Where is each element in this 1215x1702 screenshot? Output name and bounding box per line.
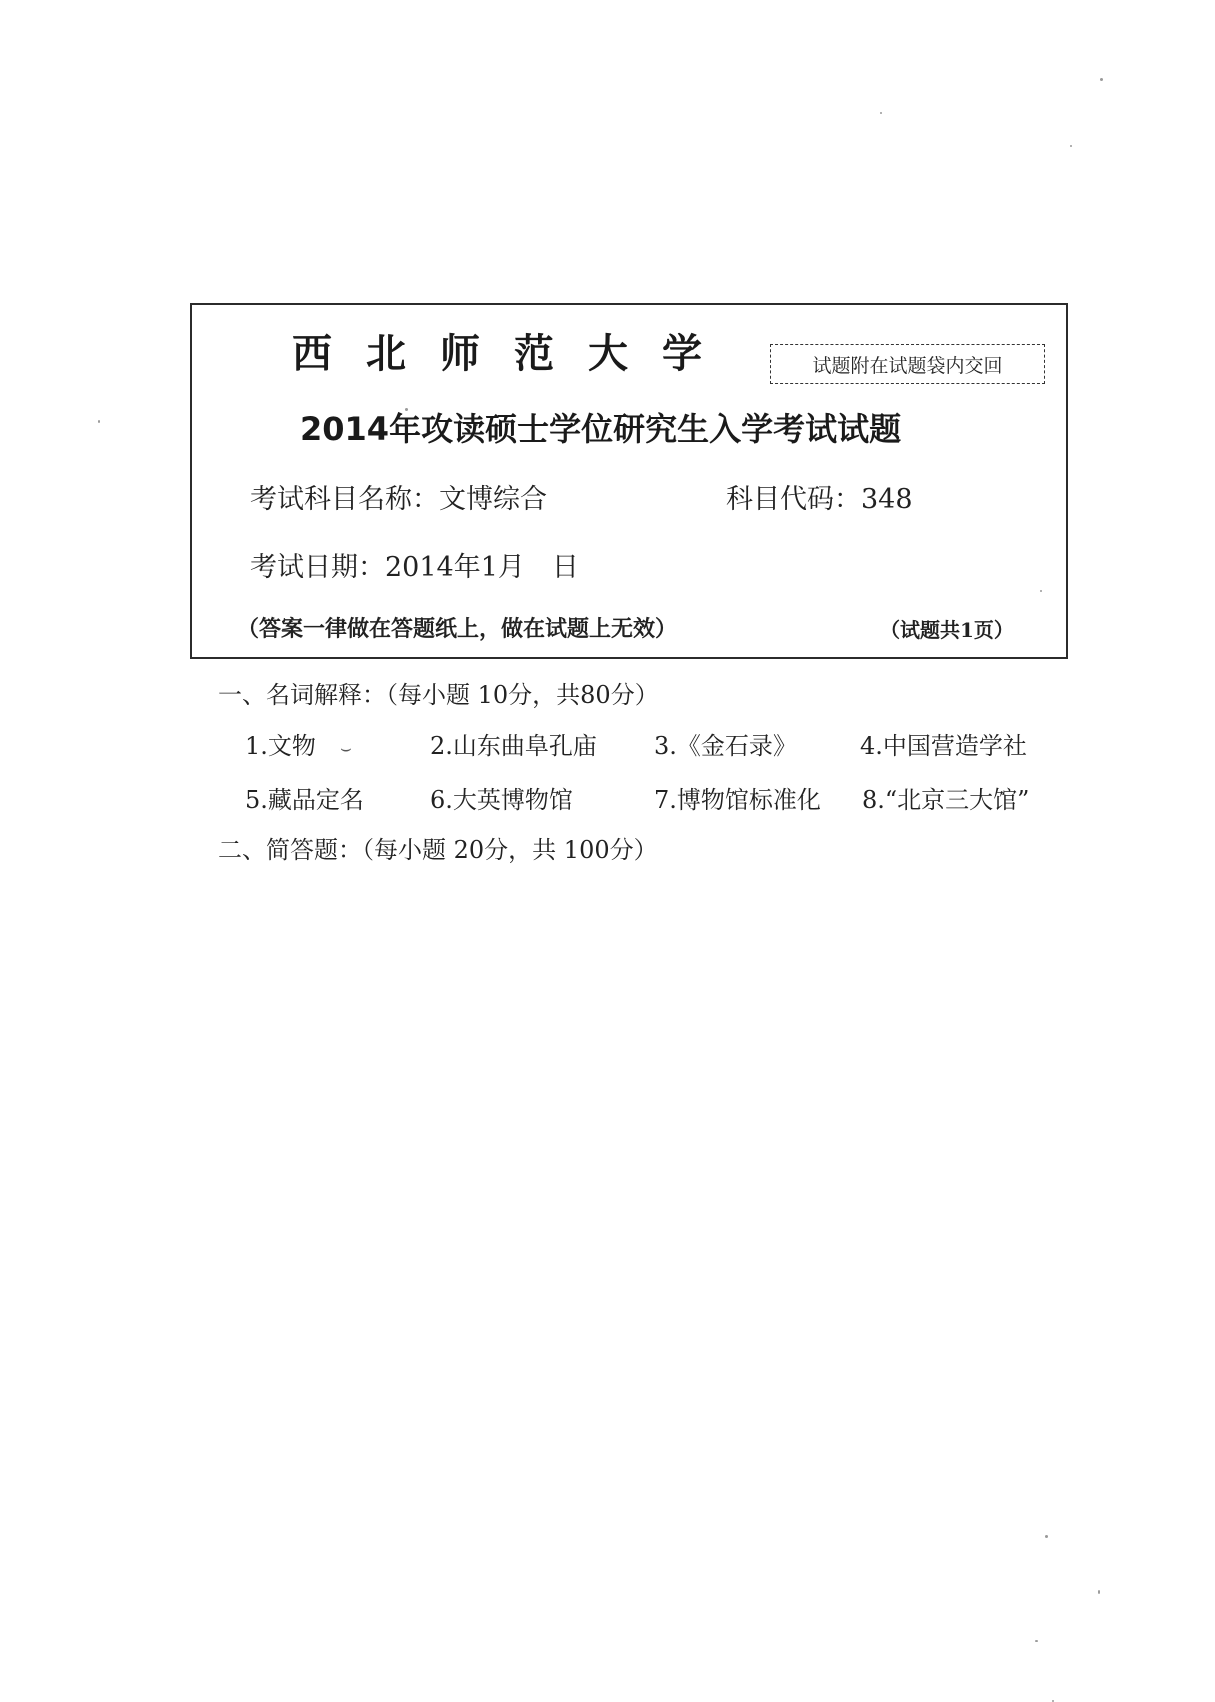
scan-speck — [1045, 1535, 1048, 1538]
term-item: 8.“北京三大馆” — [862, 786, 1030, 814]
section-heading-short-answer: 二、简答题：（每小题 20分，共 100分） — [218, 836, 658, 864]
answer-instruction: （答案一律做在答题纸上，做在试题上无效） — [237, 616, 678, 642]
term-item: 1.文物 — [245, 732, 316, 760]
term-item: 3.《金石录》 — [654, 732, 797, 760]
scan-speck — [98, 420, 100, 423]
section-heading-terms: 一、名词解释：（每小题 10分，共80分） — [218, 681, 659, 709]
return-note: 试题附在试题袋内交回 — [770, 344, 1045, 384]
term-item: 6.大英博物馆 — [430, 786, 573, 814]
term-item: 2.山东曲阜孔庙 — [430, 732, 597, 760]
term-item: 4.中国营造学社 — [860, 732, 1027, 760]
subject-name: 考试科目名称：文博综合 — [250, 484, 547, 515]
pen-tick-mark: ⌣ — [340, 738, 352, 759]
scan-speck — [1070, 145, 1072, 147]
term-item: 5.藏品定名 — [245, 786, 364, 814]
page-count: （试题共1页） — [880, 618, 1014, 642]
scan-speck — [880, 112, 882, 114]
exam-title: 2014年攻读硕士学位研究生入学考试试题 — [300, 410, 902, 448]
term-item: 7.博物馆标准化 — [654, 786, 821, 814]
scan-speck — [1100, 78, 1103, 81]
university-name: 西北师范大学 — [292, 331, 736, 377]
scan-speck — [1098, 1590, 1100, 1594]
scan-speck — [1035, 1640, 1038, 1642]
subject-code: 科目代码：348 — [726, 484, 913, 515]
exam-date: 考试日期：2014年1月 日 — [250, 552, 579, 583]
